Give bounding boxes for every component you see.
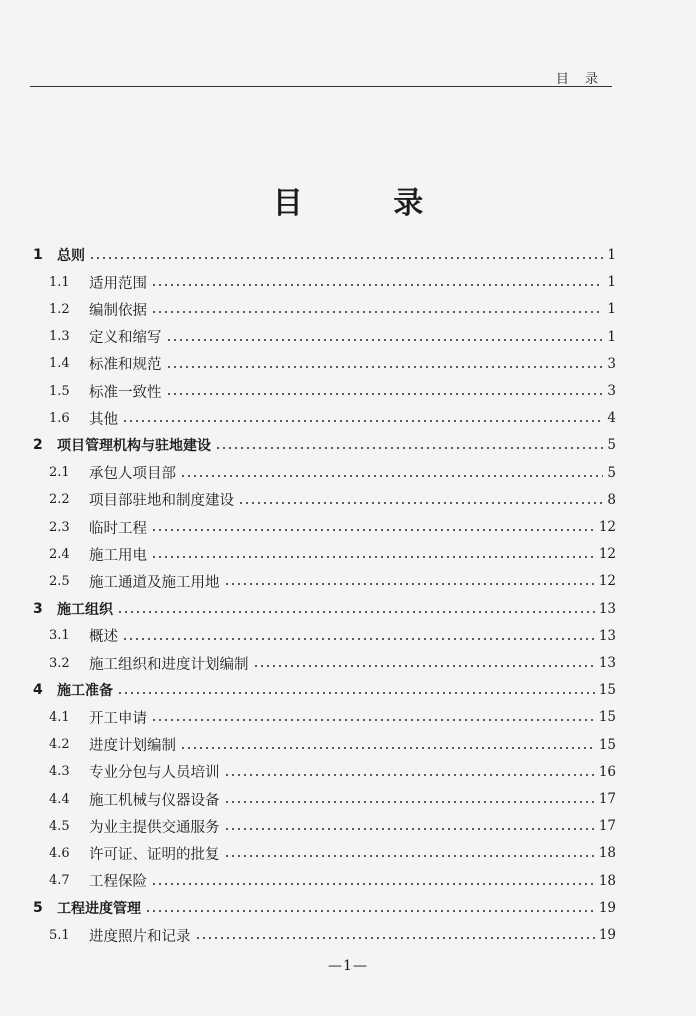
toc-entry-1 bbox=[33, 244, 616, 266]
toc-entry-2-4 bbox=[49, 543, 616, 565]
toc-entry-5 bbox=[33, 897, 616, 919]
toc-entry-label: 定义和缩写 bbox=[89, 330, 162, 347]
toc-entry-4-7 bbox=[49, 870, 616, 892]
toc-entry-3-2 bbox=[49, 652, 616, 674]
dot-leader bbox=[224, 583, 595, 585]
toc-entry-1-3 bbox=[49, 326, 616, 348]
toc-entry-label: 进度计划编制 bbox=[89, 738, 176, 755]
toc-entry-number: 4.2 bbox=[49, 737, 70, 753]
toc-entry-label: 总则 bbox=[57, 248, 85, 264]
dot-leader bbox=[145, 910, 595, 912]
dot-leader bbox=[166, 339, 604, 341]
toc-entry-number: 2 bbox=[33, 437, 43, 454]
toc-entry-number: 2.2 bbox=[49, 492, 70, 508]
dot-leader bbox=[151, 883, 595, 885]
dot-leader bbox=[166, 393, 604, 395]
toc-entry-page: 18 bbox=[598, 845, 616, 862]
dot-leader bbox=[117, 611, 595, 613]
toc-entry-number: 2.4 bbox=[49, 546, 70, 562]
toc-entry-number: 4.7 bbox=[49, 873, 70, 889]
dot-leader bbox=[224, 855, 595, 857]
dot-leader bbox=[151, 719, 595, 721]
toc-entry-4-2 bbox=[49, 734, 616, 756]
toc-entry-page: 3 bbox=[607, 355, 616, 372]
toc-entry-number: 4.3 bbox=[49, 764, 70, 780]
dot-leader bbox=[122, 420, 603, 422]
dot-leader bbox=[253, 665, 595, 667]
toc-entry-label: 施工组织和进度计划编制 bbox=[89, 656, 249, 673]
toc-entry-label: 施工准备 bbox=[57, 683, 113, 700]
toc-entry-label: 工程保险 bbox=[89, 874, 147, 891]
toc-entry-page: 15 bbox=[598, 709, 616, 726]
toc-entry-number: 3.1 bbox=[49, 628, 70, 644]
toc-entry-label: 开工申请 bbox=[89, 710, 147, 727]
toc-entry-label: 施工机械与仪器设备 bbox=[89, 792, 220, 809]
toc-entry-1-5 bbox=[49, 380, 616, 402]
dot-leader bbox=[166, 366, 604, 368]
toc-entry-label: 施工组织 bbox=[57, 601, 113, 618]
toc-entry-4-1 bbox=[49, 706, 616, 728]
dot-leader bbox=[180, 747, 595, 749]
toc-entry-label: 标准和规范 bbox=[89, 357, 162, 374]
toc-entry-2-3 bbox=[49, 516, 616, 538]
running-header: 目 录 bbox=[555, 72, 604, 87]
dot-leader bbox=[195, 937, 595, 939]
toc-entry-page: 13 bbox=[598, 627, 616, 644]
dot-leader bbox=[180, 475, 603, 477]
toc-entry-label: 项目部驻地和制度建设 bbox=[89, 493, 234, 510]
dot-leader bbox=[89, 257, 603, 259]
toc-entry-4 bbox=[33, 679, 616, 701]
toc-entry-number: 1.5 bbox=[49, 383, 70, 399]
toc-entry-page: 19 bbox=[598, 927, 616, 943]
header-rule bbox=[30, 86, 612, 87]
toc-entry-label: 编制依据 bbox=[89, 302, 147, 319]
toc-entry-label: 为业主提供交通服务 bbox=[89, 819, 220, 836]
toc-entry-label: 标准一致性 bbox=[89, 384, 162, 401]
toc-entry-1-6 bbox=[49, 407, 616, 429]
toc-entry-page: 5 bbox=[607, 464, 616, 481]
toc-entry-2 bbox=[33, 434, 616, 456]
toc-entry-1-2 bbox=[49, 298, 616, 320]
toc-entry-number: 4.5 bbox=[49, 818, 70, 834]
toc-entry-page: 17 bbox=[598, 791, 616, 807]
toc-entry-1-1 bbox=[49, 271, 616, 293]
toc-entry-label: 专业分包与人员培训 bbox=[89, 765, 220, 782]
toc-entry-label: 概述 bbox=[89, 629, 118, 646]
dot-leader bbox=[215, 447, 603, 449]
dot-leader bbox=[238, 502, 603, 504]
dot-leader bbox=[224, 828, 595, 830]
toc-entry-5-1 bbox=[49, 924, 616, 946]
toc-entry-4-6 bbox=[49, 842, 616, 864]
toc-entry-number: 3.2 bbox=[49, 655, 70, 671]
toc-entry-page: 15 bbox=[598, 682, 616, 699]
toc-entry-number: 1.1 bbox=[49, 274, 70, 290]
toc-entry-number: 1 bbox=[33, 247, 43, 263]
toc-entry-1-4 bbox=[49, 353, 616, 375]
toc-entry-page: 1 bbox=[607, 301, 616, 318]
toc-entry-page: 12 bbox=[598, 573, 616, 590]
dot-leader bbox=[117, 692, 595, 694]
toc-entry-label: 承包人项目部 bbox=[89, 466, 176, 483]
toc-entry-number: 4.1 bbox=[49, 709, 70, 725]
toc-entry-page: 8 bbox=[607, 491, 616, 508]
toc-entry-number: 4 bbox=[33, 682, 43, 699]
toc-entry-number: 3 bbox=[33, 600, 43, 617]
toc-entry-number: 2.1 bbox=[49, 465, 70, 481]
toc-entry-label: 临时工程 bbox=[89, 520, 147, 537]
toc-entry-2-5 bbox=[49, 570, 616, 592]
toc-entry-label: 施工用电 bbox=[89, 547, 147, 564]
page-number: —1— bbox=[328, 958, 368, 974]
toc-entry-number: 5.1 bbox=[49, 927, 70, 943]
toc-entry-label: 工程进度管理 bbox=[57, 900, 141, 917]
toc-entry-number: 1.4 bbox=[49, 356, 70, 372]
toc-entry-number: 1.6 bbox=[49, 410, 70, 426]
toc-entry-page: 5 bbox=[607, 437, 616, 454]
toc-entry-page: 16 bbox=[598, 763, 616, 780]
toc-entry-number: 1.2 bbox=[49, 301, 70, 317]
toc-entry-page: 19 bbox=[598, 899, 616, 916]
toc-entry-4-4 bbox=[49, 788, 616, 810]
dot-leader bbox=[151, 311, 603, 313]
toc-entry-number: 4.4 bbox=[49, 791, 70, 807]
toc-entry-label: 许可证、证明的批复 bbox=[89, 846, 220, 863]
dot-leader bbox=[224, 801, 595, 803]
toc-entry-4-5 bbox=[49, 815, 616, 837]
toc-entry-label: 适用范围 bbox=[89, 275, 147, 292]
toc-entry-label: 施工通道及施工用地 bbox=[89, 574, 220, 591]
toc-entry-4-3 bbox=[49, 761, 616, 783]
toc-entry-page: 12 bbox=[598, 546, 616, 563]
toc-entry-label: 进度照片和记录 bbox=[89, 928, 191, 945]
toc-title: 目 录 bbox=[272, 186, 464, 221]
toc-entry-page: 1 bbox=[607, 274, 616, 291]
dot-leader bbox=[151, 556, 595, 558]
toc-entry-2-2 bbox=[49, 489, 616, 511]
toc-entry-3-1 bbox=[49, 625, 616, 647]
toc-entry-number: 1.3 bbox=[49, 329, 70, 345]
toc-entry-page: 1 bbox=[607, 328, 616, 345]
toc-entry-page: 18 bbox=[598, 872, 616, 889]
dot-leader bbox=[151, 284, 603, 286]
dot-leader bbox=[151, 529, 595, 531]
toc-entry-number: 2.3 bbox=[49, 519, 70, 535]
dot-leader bbox=[224, 774, 595, 776]
toc-entry-label: 项目管理机构与驻地建设 bbox=[57, 438, 211, 455]
toc-entry-page: 13 bbox=[598, 655, 616, 671]
toc-entry-page: 13 bbox=[598, 600, 616, 617]
toc-entry-number: 2.5 bbox=[49, 573, 70, 589]
toc-entry-number: 5 bbox=[33, 899, 43, 916]
toc-entry-number: 4.6 bbox=[49, 845, 70, 861]
toc-entry-2-1 bbox=[49, 462, 616, 484]
toc-entry-3 bbox=[33, 598, 616, 620]
toc-entry-page: 4 bbox=[607, 410, 616, 427]
toc-entry-page: 3 bbox=[607, 383, 616, 399]
toc-entry-label: 其他 bbox=[89, 411, 118, 428]
toc-entry-page: 15 bbox=[598, 736, 616, 753]
dot-leader bbox=[122, 638, 595, 640]
toc-entry-page: 12 bbox=[598, 519, 616, 535]
toc-entry-page: 1 bbox=[607, 247, 616, 263]
toc-entry-page: 17 bbox=[598, 818, 616, 835]
